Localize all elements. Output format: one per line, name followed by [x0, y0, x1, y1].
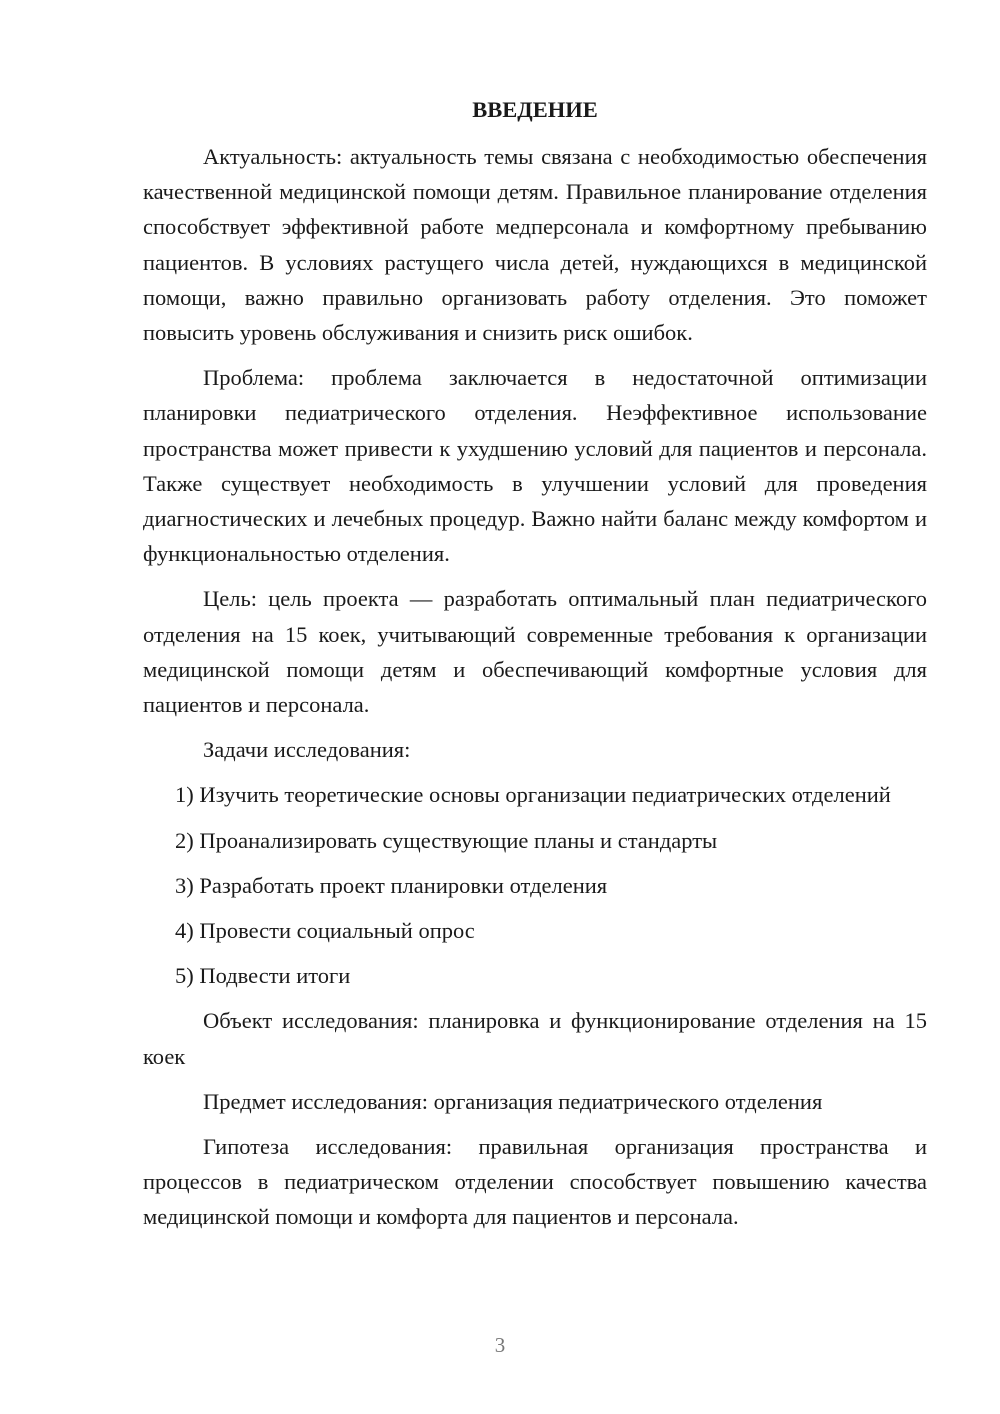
- relevance-paragraph: Актуальность: актуальность темы связана с необходимостью обеспечения качественной медицинской помощи детям. Правильное планирование отделения способствует эффективной работе медперсонала и комфортному пребыванию пациентов. В условиях растущего числа детей, нуждающихся в медицинской помощи, важно правильно организовать работу отделения. Это поможет повысить уровень обслуживания и снизить риск ошибок.: [143, 144, 927, 346]
- subject-paragraph: Предмет исследования: организация педиатрического отделения: [203, 1088, 823, 1114]
- tasks-heading: Задачи исследования:: [203, 737, 411, 763]
- page-number: 3: [494, 1333, 506, 1357]
- page-title: ВВЕДЕНИЕ: [472, 97, 598, 122]
- task-item: 2) Проанализировать существующие планы и стандарты: [175, 827, 718, 853]
- task-item: 5) Подвести итоги: [175, 963, 351, 989]
- problem-paragraph: Проблема: проблема заключается в недостаточной оптимизации планировки педиатрического отделения. Неэффективное использование пространства может привести к ухудшению условий для пациентов и персонала. Также существует необходимость в улучшении условий для проведения диагностических и лечебных процедур. Важно найти баланс между комфортом и функциональностью отделения.: [143, 365, 927, 567]
- task-item: 1) Изучить теоретические основы организации педиатрических отделений: [175, 782, 891, 808]
- document-page: [143, 94, 927, 1245]
- goal-paragraph: Цель: цель проекта — разработать оптимальный план педиатрического отделения на 15 коек, учитывающий современные требования к организации медицинской помощи детям и обеспечивающий комфортные условия для пациентов и персонала.: [143, 586, 927, 718]
- task-item: 3) Разработать проект планировки отделения: [175, 872, 608, 898]
- hypothesis-paragraph: Гипотеза исследования: правильная организация пространства и процессов в педиатрическом отделении способствует повышению качества медицинской помощи и комфорта для пациентов и персонала.: [143, 1134, 927, 1230]
- object-paragraph: Объект исследования: планировка и функционирование отделения на 15 коек: [143, 1008, 927, 1069]
- task-item: 4) Провести социальный опрос: [175, 918, 475, 944]
